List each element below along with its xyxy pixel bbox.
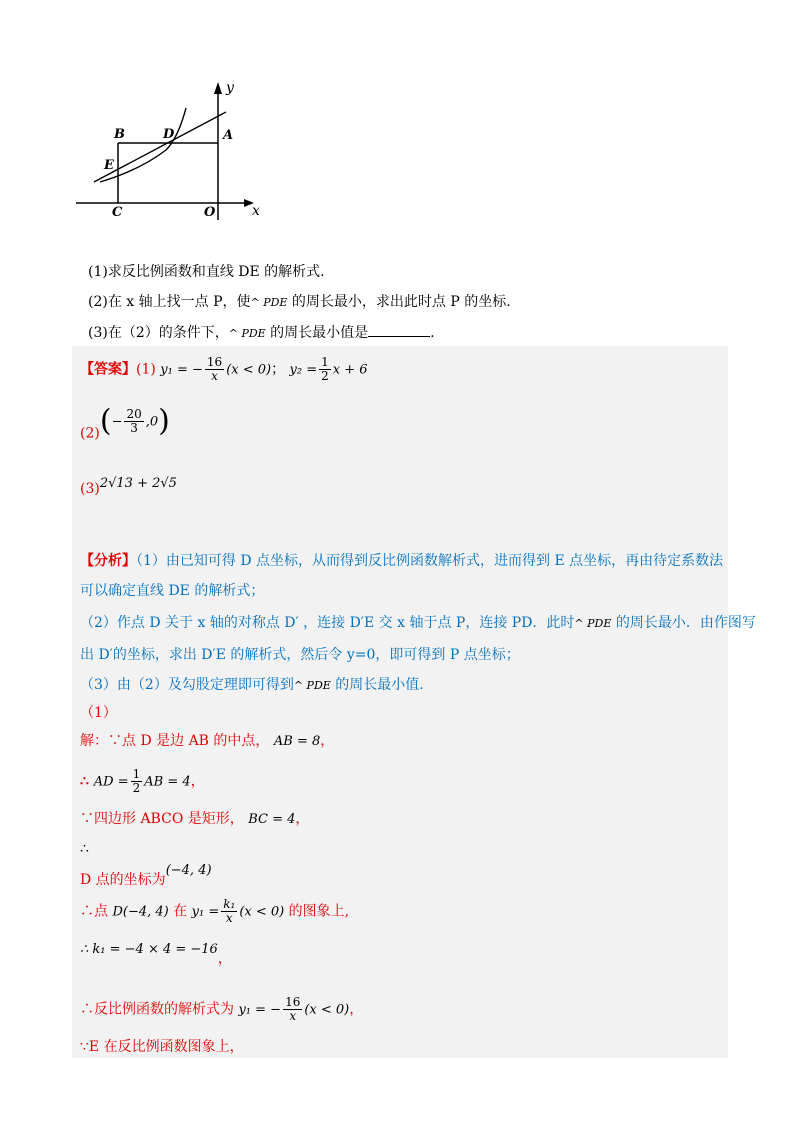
answer-tag: 【答案】 [80, 361, 136, 378]
frac-den: 2 [321, 369, 329, 383]
question-2-tail: 的周长最小，求出此时点 P 的坐标. [291, 294, 511, 310]
solution-line-8: ∵E 在反比例函数图象上， [80, 1039, 244, 1055]
answer-p2-fraction [124, 408, 143, 435]
frac-num: 16 [206, 355, 223, 369]
question-3-tail: 的周长最小值是 [270, 325, 369, 341]
solution-text-5f: 的图象上, [284, 903, 350, 920]
answer-line-3 [80, 472, 177, 500]
solution-line-0: （1） [80, 705, 117, 721]
solution-math-5b: D(−4, 4) [112, 904, 169, 920]
solution-line-4 [80, 838, 212, 891]
question-3-end: . [430, 325, 435, 341]
solution-math-4c: (−4, 4) [165, 863, 212, 878]
label-E: E [104, 158, 114, 173]
answer-y1-cond: (x < 0) [226, 362, 272, 378]
analysis-text-3b: 的周长最小．由作图写 [615, 615, 756, 631]
frac-den: x [225, 911, 233, 925]
answer-y2-tail: x + 6 [332, 362, 368, 378]
solution-text-2a: ∴ [80, 773, 94, 790]
solution-math-6a: ∴ k₁ = −4 × 4 = −16 [80, 942, 218, 957]
frac-den: x [289, 1009, 297, 1023]
analysis-text-3a: （2）作点 D 关于 x 轴的对称点 D′ ，连接 D′E 交 x 轴于点 P，连接 PD．此时 [80, 615, 575, 631]
solution-text-2d: ， [190, 773, 205, 790]
answer-part-2: (2) [80, 425, 100, 442]
solution-math-3b: BC = 4 [248, 812, 296, 827]
solution-line-3 [80, 808, 309, 831]
solution-line-7 [80, 996, 363, 1023]
answer-y1-fraction [205, 356, 224, 383]
label-x: x [252, 203, 260, 219]
answer-part-3: (3) [80, 481, 100, 497]
coordinate-figure [70, 70, 270, 230]
solution-text-1c: ， [320, 733, 335, 749]
analysis-text-5a: （3）由（2）及勾股定理即可得到 [80, 677, 294, 693]
frac-num: 1 [321, 355, 329, 369]
analysis-tag: 【分析】 [80, 553, 136, 569]
solution-16x-fraction [283, 996, 302, 1023]
solution-half-fraction [131, 768, 143, 795]
paren-close: ) [158, 403, 170, 439]
answer-line-2 [80, 403, 170, 445]
triangle-label: ^ PDE [574, 617, 612, 630]
solution-text-3a: ∵四边形 ABCO 是矩形， [80, 811, 244, 827]
solution-math-5d: y₁ = [191, 904, 220, 920]
y-axis-arrow [214, 82, 222, 94]
solution-line-5 [80, 898, 349, 925]
solution-math-1b: AB = 8 [273, 734, 321, 749]
solution-text-6b: ， [217, 951, 232, 967]
label-A: A [223, 128, 234, 143]
solution-math-7b: y₁ = − [238, 1002, 282, 1018]
solution-text-4a: ∴ [80, 841, 89, 857]
label-y: y [226, 80, 234, 96]
solution-math-2b: AD = [93, 774, 129, 790]
solution-text-5c: 在 [168, 903, 192, 920]
label-O: O [204, 205, 216, 220]
frac-num: 1 [132, 767, 141, 781]
answer-blank [368, 322, 430, 337]
paren-open: ( [99, 403, 112, 439]
frac-den: x [211, 369, 218, 383]
analysis-text-5b: 的周长最小值. [335, 677, 424, 693]
solution-line-2 [80, 768, 205, 795]
answer-part-1: (1) [136, 361, 156, 378]
answer-p2-tail: ,0 [145, 414, 159, 430]
question-3 [88, 322, 435, 344]
question-2-head: (2)在 x 轴上找一点 P，使 [88, 294, 251, 310]
solution-line-1 [80, 730, 334, 753]
solution-text-3c: ， [295, 811, 310, 827]
solution-k1-fraction [221, 898, 237, 925]
answer-p3-expr: 2√13 + 2√5 [99, 476, 177, 491]
solution-math-7c: (x < 0) [304, 1002, 350, 1018]
minus-sign: − [111, 414, 123, 430]
analysis-line-4: 出 D′的坐标，求出 D′E 的解析式，然后令 y=0，即可得到 P 点坐标； [80, 647, 520, 663]
analysis-line-3 [80, 612, 756, 635]
question-2 [88, 292, 511, 313]
solution-text-5a: ∴点 [80, 903, 113, 920]
solution-line-6 [80, 938, 232, 970]
frac-num: k₁ [223, 897, 236, 911]
triangle-label: ^ PDE [293, 679, 331, 692]
solution-math-2c: AB = 4 [144, 774, 191, 790]
label-C: C [112, 205, 123, 220]
label-D: D [163, 127, 175, 142]
triangle-label: ^ PDE [250, 296, 288, 309]
answer-y2: y₂ = [289, 362, 318, 378]
question-1: (1)求反比例函数和直线 DE 的解析式. [88, 264, 325, 280]
analysis-line-1 [80, 550, 723, 572]
question-3-head: (3)在（2）的条件下， [88, 325, 229, 341]
answer-line-1 [80, 356, 368, 383]
frac-num: 20 [126, 407, 142, 421]
analysis-line-2: 可以确定直线 DE 的解析式； [80, 583, 265, 599]
answer-y1: y₁ = − [160, 362, 203, 378]
frac-den: 3 [130, 421, 138, 435]
frac-den: 2 [132, 781, 141, 795]
solution-math-5e: (x < 0) [239, 904, 285, 920]
analysis-line-5 [80, 674, 424, 697]
solution-text-7a: ∴反比例函数的解析式为 [80, 1001, 239, 1018]
solution-text-7d: ， [349, 1001, 364, 1018]
solution-text-1a: 解：∵点 D 是边 AB 的中点， [80, 733, 270, 749]
answer-half-fraction [319, 356, 331, 383]
label-B: B [114, 127, 125, 142]
solution-text-4b: D 点的坐标为 [80, 872, 166, 888]
triangle-label: ^ PDE [228, 327, 266, 340]
analysis-text-1: （1）由已知可得 D 点坐标，从而得到反比例函数解析式，进而得到 E 点坐标，再由待定系数法 [136, 553, 724, 569]
frac-num: 16 [285, 995, 301, 1009]
answer-sep: ； [271, 361, 286, 378]
